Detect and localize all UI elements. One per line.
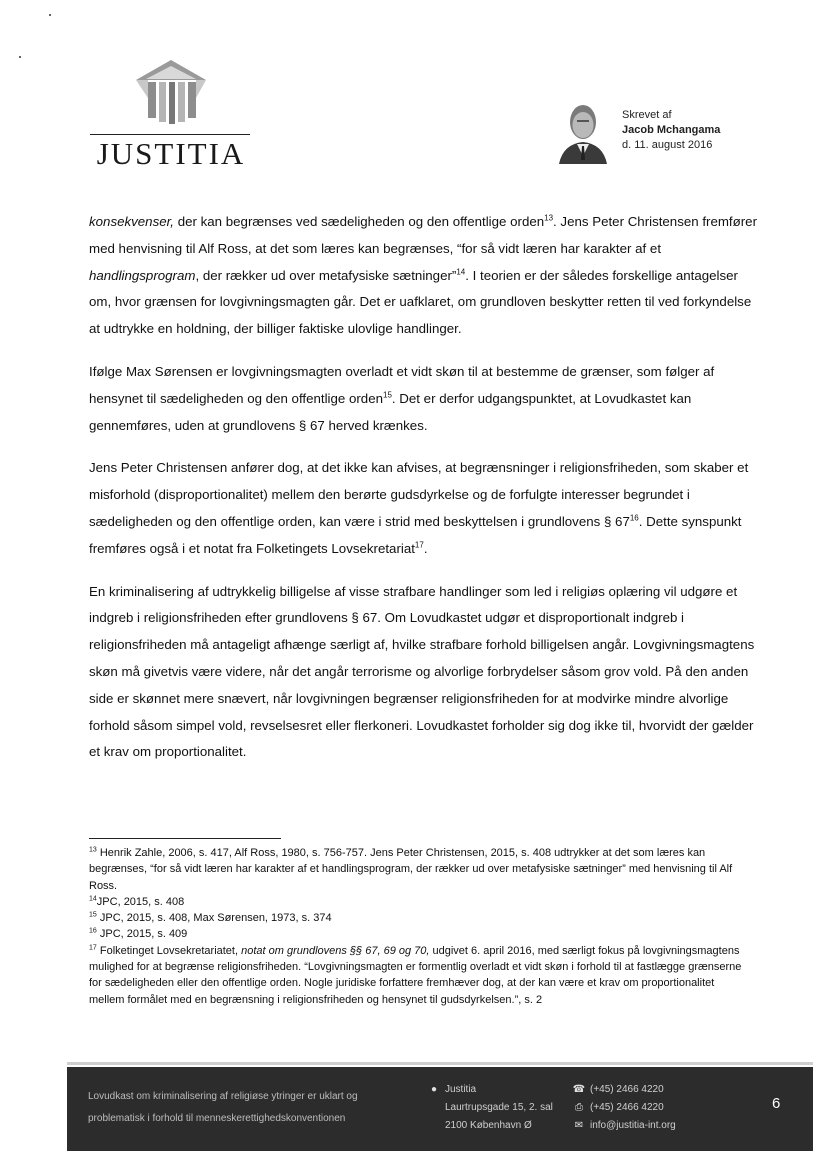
footnote-number: 17 bbox=[89, 944, 97, 952]
footnote-number: 14 bbox=[89, 895, 97, 903]
footnote-number: 13 bbox=[89, 846, 97, 854]
body-text: . bbox=[423, 540, 428, 556]
footnotes bbox=[89, 845, 751, 1008]
page-number: 6 bbox=[772, 1095, 781, 1112]
publish-date: d. 11. august 2016 bbox=[622, 139, 713, 151]
phone-icon: ☎ bbox=[572, 1084, 586, 1095]
scan-speck bbox=[19, 56, 21, 58]
footnote-17 bbox=[89, 943, 751, 1008]
phone-number[interactable]: (+45) 2466 4220 bbox=[590, 1084, 664, 1095]
footnote-ref-15[interactable]: 15 bbox=[383, 390, 392, 400]
tagline-line-2: problematisk i forhold til menneskerettighedskonventionen bbox=[88, 1113, 346, 1124]
fax-icon: ⎙ bbox=[575, 1102, 583, 1113]
org-name: Justitia bbox=[445, 1084, 477, 1095]
footnote-separator bbox=[89, 838, 281, 839]
written-by-label: Skrevet af bbox=[622, 109, 672, 121]
email-icon: ✉ bbox=[574, 1120, 584, 1131]
footnote-text: Henrik Zahle, 2006, s. 417, Alf Ross, 1980, s. 756-757. Jens Peter Christensen, 2015, s. 408 udtrykker at det som læres kan begrænses, “for så vidt læren har karakter af et handlingsprogram, der rækker ud over metafysiske sætninger” med henvisning til Alf Ross. bbox=[89, 847, 733, 892]
emphasis-text: handlingsprogram bbox=[89, 267, 196, 283]
paragraph-2 bbox=[89, 359, 761, 439]
paragraph-1 bbox=[89, 209, 761, 343]
footnote-text: JPC, 2015, s. 409 bbox=[96, 928, 188, 941]
footnote-ref-13[interactable]: 13 bbox=[544, 213, 554, 223]
temple-logo-icon bbox=[128, 58, 214, 124]
emphasis-text: konsekvenser, bbox=[89, 214, 175, 229]
fax-number: (+45) 2466 4220 bbox=[590, 1102, 664, 1113]
footnote-text: Folketinget Lovsekretariatet, bbox=[96, 944, 242, 957]
footnote-14 bbox=[89, 894, 751, 910]
footer-contact bbox=[572, 1081, 676, 1135]
author-block bbox=[555, 100, 755, 170]
body-text: , der rækker ud over metafysiske sætninger” bbox=[195, 267, 457, 283]
tagline-line-1: Lovudkast om kriminalisering af religiøse ytringer er uklart og bbox=[88, 1091, 358, 1102]
street-address: Laurtrupsgade 15, 2. sal bbox=[445, 1102, 553, 1113]
paragraph-3 bbox=[89, 455, 761, 562]
logo-rule bbox=[90, 134, 250, 135]
city-address: 2100 København Ø bbox=[445, 1120, 532, 1131]
author-photo bbox=[555, 100, 611, 164]
body-text: . Jens Peter Christensen fremfører med henvisning til Alf Ross, at det som læres kan begrænses, “for så vidt læren har karakter af et bbox=[89, 214, 757, 256]
body-text: . Det er derfor udgangspunktet, at Lovudkastet kan gennemføres, uden at grundlovens § 67 herved krænkes. bbox=[89, 390, 692, 433]
body-text: . Dette synspunkt fremføres også i et notat fra Folketingets Lovsekretariat bbox=[89, 513, 742, 556]
footnote-text: JPC, 2015, s. 408, Max Sørensen, 1973, s. 374 bbox=[96, 912, 332, 925]
footer-top-band bbox=[67, 1062, 813, 1065]
article-body bbox=[89, 209, 761, 782]
footnote-16 bbox=[89, 926, 751, 942]
footnote-ref-14[interactable]: 14 bbox=[456, 267, 466, 277]
footnote-text: udgivet 6. april 2016, med særligt fokus på lovgivningsmagtens mulighed for at begrænse religionsfriheden. “Lovgivningsmagten er formentlig overladt et vidt skøn i forhold til at fastlægge grænserne for sædeligheden eller den offentlige orden. Nogle juridiske forfattere fremhæver dog, at der kan være et krav om proportionalitet mellem formålet med en begrænsning i religionsfriheden og hensynet til gudsdyrkelsen.”, s. 2 bbox=[89, 944, 742, 1006]
footnote-13 bbox=[89, 845, 751, 894]
body-text: . I teorien er der således forskellige antagelser om, hvor grænsen for lovgivningsmagten går. Det er uafklaret, om grundloven beskytter retten til ved forkyndelse at udtrykke en holdning, der billiger faktiske ulovlige handlinger. bbox=[89, 267, 752, 337]
body-text: Ifølge Max Sørensen er lovgivningsmagten overladt et vidt skøn til at bestemme de grænser, som følger af hensynet til sædeligheden og den offentlige orden bbox=[89, 363, 715, 406]
footer-tagline bbox=[88, 1086, 408, 1130]
footnote-number: 15 bbox=[89, 911, 97, 919]
location-pin-icon: ● bbox=[430, 1084, 438, 1095]
email-link[interactable]: info@justitia-int.org bbox=[590, 1120, 676, 1131]
footnote-number: 16 bbox=[89, 927, 97, 935]
paragraph-4: En kriminalisering af udtrykkelig billigelse af visse strafbare handlinger som led i religiøs oplæring vil udgøre et indgreb i religionsfriheden efter grundlovens § 67. Om Lovudkastet udgør et disproportionalt indgreb i religionsfriheden må antageligt afhænge særligt af, hvilke strafbare forhold billigelsen angår. Lovgivningsmagtens skøn må givetvis være videre, når det angår terrorisme og alvorlige forbrydelser såsom grov vold. På den anden side er skønnet mere snævert, når lovgivningen begrænser religionsfriheden for at modvirke mindre alvorlige forhold såsom simpel vold, revselsesret eller flerkoneri. Lovudkastet forholder sig dog ikke til, hvorvidt der gælder et krav om proportionalitet. bbox=[89, 583, 755, 760]
author-name: Jacob Mchangama bbox=[622, 124, 721, 136]
body-text: Jens Peter Christensen anfører dog, at det ikke kan afvises, at begrænsninger i religionsfriheden, som skaber et misforhold (disproportionalitet) mellem den berørte gudsdyrkelse og de forfulgte interesser begrundet i sædeligheden og den offentlige orden, kan være i strid med beskyttelsen i grundlovens § 67 bbox=[89, 460, 749, 529]
scan-speck bbox=[49, 14, 51, 16]
footnote-text: JPC, 2015, s. 408 bbox=[96, 895, 185, 908]
footnote-ref-16[interactable]: 16 bbox=[629, 513, 639, 523]
body-text: der kan begrænses ved sædeligheden og den offentlige orden bbox=[174, 214, 545, 229]
footer-address bbox=[427, 1081, 553, 1135]
logo-wordmark: JUSTITIA bbox=[96, 136, 246, 171]
footnote-15 bbox=[89, 910, 751, 926]
footnote-emphasis: notat om grundlovens §§ 67, 69 og 70, bbox=[241, 944, 430, 957]
footnote-ref-17[interactable]: 17 bbox=[414, 540, 424, 550]
justitia-logo bbox=[88, 58, 254, 171]
page-footer bbox=[67, 1067, 813, 1151]
